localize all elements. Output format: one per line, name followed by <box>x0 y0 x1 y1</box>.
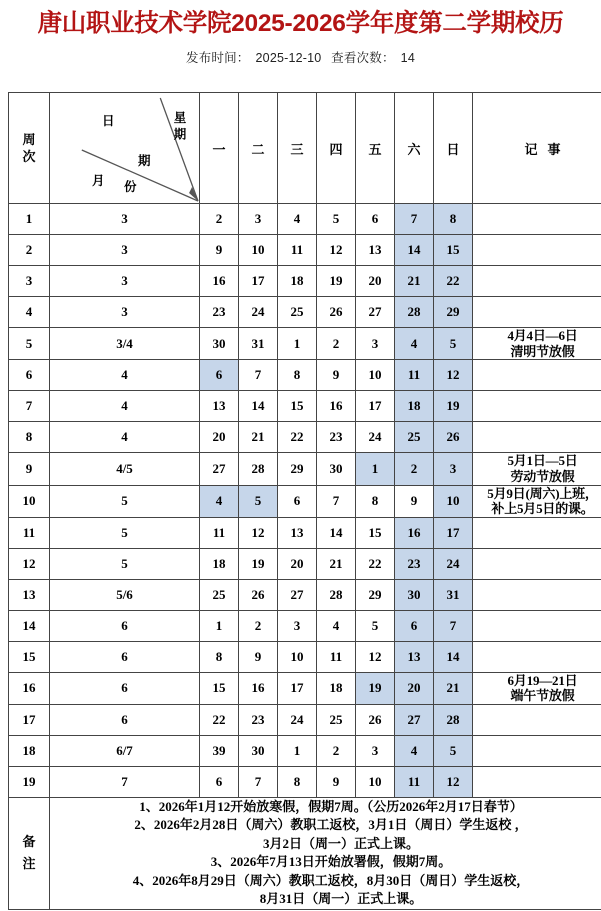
month-cell: 5 <box>50 485 200 517</box>
date-cell-thu: 9 <box>317 766 356 797</box>
table-row <box>9 453 601 485</box>
table-row <box>9 610 601 641</box>
date-cell-sat: 28 <box>395 297 434 328</box>
note-cell <box>473 485 601 517</box>
publish-time-label: 发布时间： <box>186 51 250 66</box>
document-meta <box>0 40 601 66</box>
date-cell-mon: 6 <box>200 766 239 797</box>
date-cell-sat: 11 <box>395 766 434 797</box>
date-cell-mon: 13 <box>200 391 239 422</box>
week-number-header <box>9 93 50 204</box>
date-cell-sat: 21 <box>395 266 434 297</box>
week-number-cell: 5 <box>9 328 50 360</box>
date-cell-sat: 4 <box>395 735 434 766</box>
date-cell-thu: 2 <box>317 735 356 766</box>
note-cell <box>473 328 601 360</box>
date-cell-tue: 24 <box>239 297 278 328</box>
date-cell-sat: 25 <box>395 422 434 453</box>
date-cell-sun: 17 <box>434 517 473 548</box>
table-row <box>9 328 601 360</box>
date-cell-wed: 27 <box>278 579 317 610</box>
table-row <box>9 704 601 735</box>
month-cell: 4 <box>50 422 200 453</box>
document-header <box>0 0 601 66</box>
note-cell <box>473 266 601 297</box>
date-cell-sat: 11 <box>395 360 434 391</box>
week-number-cell: 13 <box>9 579 50 610</box>
week-number-cell: 18 <box>9 735 50 766</box>
week-number-cell: 1 <box>9 204 50 235</box>
date-cell-tue: 30 <box>239 735 278 766</box>
date-cell-wed: 4 <box>278 204 317 235</box>
note-line: 5月1日—5日 <box>507 453 578 469</box>
table-row <box>9 766 601 797</box>
note-cell <box>473 360 601 391</box>
date-cell-sun: 3 <box>434 453 473 485</box>
note-cell <box>473 297 601 328</box>
note-cell <box>473 235 601 266</box>
remarks-label-char: 注 <box>22 856 36 872</box>
date-cell-sat: 6 <box>395 610 434 641</box>
month-cell: 3 <box>50 266 200 297</box>
split-label-month-1: 月 <box>92 174 105 189</box>
date-cell-sat: 2 <box>395 453 434 485</box>
date-cell-sun: 15 <box>434 235 473 266</box>
remarks-body <box>50 797 601 909</box>
date-cell-sat: 4 <box>395 328 434 360</box>
academic-calendar-table <box>8 92 601 909</box>
date-cell-tue: 31 <box>239 328 278 360</box>
date-cell-thu: 5 <box>317 204 356 235</box>
weekday-header-tue: 二 <box>239 93 278 204</box>
month-cell: 6 <box>50 704 200 735</box>
date-cell-thu: 18 <box>317 672 356 704</box>
week-number-cell: 11 <box>9 517 50 548</box>
date-cell-fri: 10 <box>356 766 395 797</box>
note-cell <box>473 204 601 235</box>
date-cell-mon: 39 <box>200 735 239 766</box>
date-cell-mon: 6 <box>200 360 239 391</box>
date-cell-fri: 29 <box>356 579 395 610</box>
note-cell <box>473 517 601 548</box>
remark-item-continuation: 3月2日（周一）正式上课。 <box>262 835 419 851</box>
table-row <box>9 579 601 610</box>
month-cell: 5 <box>50 548 200 579</box>
date-cell-wed: 10 <box>278 641 317 672</box>
date-cell-wed: 17 <box>278 672 317 704</box>
remark-item-continuation: 8月31日（周一）正式上课。 <box>259 891 423 907</box>
date-cell-fri: 24 <box>356 422 395 453</box>
note-cell <box>473 453 601 485</box>
week-number-cell: 9 <box>9 453 50 485</box>
date-cell-tue: 5 <box>239 485 278 517</box>
table-row <box>9 391 601 422</box>
date-cell-fri: 26 <box>356 704 395 735</box>
date-cell-tue: 3 <box>239 204 278 235</box>
date-cell-mon: 11 <box>200 517 239 548</box>
split-label-weekday: 星期 <box>172 111 186 145</box>
table-row <box>9 735 601 766</box>
date-cell-sun: 10 <box>434 485 473 517</box>
month-cell: 6 <box>50 672 200 704</box>
weekday-header-mon: 一 <box>200 93 239 204</box>
remark-item: 2、2026年2月28日（周六）教职工返校，3月1日（周日）学生返校 ， <box>134 817 528 833</box>
date-cell-sat: 13 <box>395 641 434 672</box>
date-cell-fri: 17 <box>356 391 395 422</box>
weekday-header-thu: 四 <box>317 93 356 204</box>
table-row <box>9 422 601 453</box>
date-cell-sun: 12 <box>434 360 473 391</box>
note-line: 4月4日—6日 <box>507 328 578 344</box>
publish-time-value: 2025-12-10 <box>255 51 322 66</box>
week-number-cell: 10 <box>9 485 50 517</box>
note-line: 6月19—21日 <box>507 672 578 688</box>
date-cell-mon: 30 <box>200 328 239 360</box>
date-cell-tue: 19 <box>239 548 278 579</box>
date-cell-wed: 13 <box>278 517 317 548</box>
note-cell <box>473 579 601 610</box>
date-cell-sat: 27 <box>395 704 434 735</box>
date-cell-sat: 7 <box>395 204 434 235</box>
date-cell-fri: 22 <box>356 548 395 579</box>
date-cell-sun: 21 <box>434 672 473 704</box>
date-cell-mon: 23 <box>200 297 239 328</box>
week-number-cell: 17 <box>9 704 50 735</box>
date-cell-sun: 26 <box>434 422 473 453</box>
date-cell-fri: 1 <box>356 453 395 485</box>
month-cell: 4 <box>50 391 200 422</box>
date-cell-fri: 13 <box>356 235 395 266</box>
diagonal-split-header <box>50 93 200 204</box>
date-cell-tue: 26 <box>239 579 278 610</box>
table-row <box>9 235 601 266</box>
date-cell-tue: 28 <box>239 453 278 485</box>
note-line: 5月9日(周六)上班， <box>487 485 598 501</box>
date-cell-thu: 23 <box>317 422 356 453</box>
date-cell-wed: 15 <box>278 391 317 422</box>
date-cell-sat: 16 <box>395 517 434 548</box>
date-cell-sat: 30 <box>395 579 434 610</box>
week-number-cell: 4 <box>9 297 50 328</box>
note-cell <box>473 704 601 735</box>
date-cell-thu: 28 <box>317 579 356 610</box>
date-cell-mon: 9 <box>200 235 239 266</box>
week-number-cell: 12 <box>9 548 50 579</box>
date-cell-wed: 1 <box>278 735 317 766</box>
date-cell-tue: 17 <box>239 266 278 297</box>
date-cell-wed: 8 <box>278 360 317 391</box>
date-cell-fri: 5 <box>356 610 395 641</box>
date-cell-thu: 19 <box>317 266 356 297</box>
split-label-date-1: 日 <box>102 114 115 129</box>
table-row <box>9 297 601 328</box>
date-cell-wed: 18 <box>278 266 317 297</box>
week-number-cell: 14 <box>9 610 50 641</box>
date-cell-thu: 4 <box>317 610 356 641</box>
month-cell: 5 <box>50 517 200 548</box>
date-cell-sun: 22 <box>434 266 473 297</box>
date-cell-fri: 3 <box>356 328 395 360</box>
month-cell: 3 <box>50 204 200 235</box>
date-cell-sun: 28 <box>434 704 473 735</box>
month-cell: 3 <box>50 297 200 328</box>
date-cell-fri: 8 <box>356 485 395 517</box>
remark-item: 4、2026年8月29日（周六）教职工返校，8月30日（周日）学生返校， <box>132 872 530 888</box>
view-count-value: 14 <box>400 51 415 66</box>
month-cell: 5/6 <box>50 579 200 610</box>
date-cell-sun: 12 <box>434 766 473 797</box>
date-cell-sun: 29 <box>434 297 473 328</box>
week-number-cell: 2 <box>9 235 50 266</box>
date-cell-fri: 6 <box>356 204 395 235</box>
date-cell-mon: 1 <box>200 610 239 641</box>
weekday-header-sun: 日 <box>434 93 473 204</box>
note-cell <box>473 548 601 579</box>
remark-item: 3、2026年7月13日开始放署假，假期7周。 <box>210 854 452 870</box>
date-cell-sun: 5 <box>434 735 473 766</box>
week-number-cell: 8 <box>9 422 50 453</box>
weekday-header-sat: 六 <box>395 93 434 204</box>
date-cell-sat: 18 <box>395 391 434 422</box>
date-cell-fri: 27 <box>356 297 395 328</box>
weekday-header-wed: 三 <box>278 93 317 204</box>
date-cell-thu: 2 <box>317 328 356 360</box>
table-row <box>9 266 601 297</box>
date-cell-wed: 29 <box>278 453 317 485</box>
date-cell-mon: 15 <box>200 672 239 704</box>
month-cell: 6 <box>50 641 200 672</box>
week-number-cell: 15 <box>9 641 50 672</box>
month-cell: 3/4 <box>50 328 200 360</box>
date-cell-mon: 8 <box>200 641 239 672</box>
table-row <box>9 485 601 517</box>
month-cell: 3 <box>50 235 200 266</box>
date-cell-sun: 7 <box>434 610 473 641</box>
month-cell: 6/7 <box>50 735 200 766</box>
table-row <box>9 672 601 704</box>
remarks-row <box>9 797 601 909</box>
page-title: 唐山职业技术学院2025-2026学年度第二学期校历 <box>37 10 564 37</box>
date-cell-fri: 3 <box>356 735 395 766</box>
table-row <box>9 641 601 672</box>
date-cell-sun: 19 <box>434 391 473 422</box>
week-number-cell: 7 <box>9 391 50 422</box>
date-cell-wed: 8 <box>278 766 317 797</box>
date-cell-fri: 12 <box>356 641 395 672</box>
remarks-label <box>9 797 50 909</box>
date-cell-wed: 22 <box>278 422 317 453</box>
date-cell-thu: 9 <box>317 360 356 391</box>
date-cell-thu: 25 <box>317 704 356 735</box>
date-cell-sat: 14 <box>395 235 434 266</box>
date-cell-thu: 7 <box>317 485 356 517</box>
table-row <box>9 548 601 579</box>
date-cell-thu: 12 <box>317 235 356 266</box>
note-line: 劳动节放假 <box>510 468 575 484</box>
date-cell-wed: 1 <box>278 328 317 360</box>
date-cell-thu: 21 <box>317 548 356 579</box>
month-cell: 4 <box>50 360 200 391</box>
note-cell <box>473 422 601 453</box>
date-cell-thu: 26 <box>317 297 356 328</box>
date-cell-sun: 14 <box>434 641 473 672</box>
date-cell-wed: 24 <box>278 704 317 735</box>
remarks-label-char: 备 <box>22 834 36 850</box>
week-number-cell: 3 <box>9 266 50 297</box>
note-line: 清明节放假 <box>510 343 575 359</box>
date-cell-wed: 11 <box>278 235 317 266</box>
table-row <box>9 360 601 391</box>
date-cell-sun: 8 <box>434 204 473 235</box>
date-cell-sun: 24 <box>434 548 473 579</box>
date-cell-sat: 9 <box>395 485 434 517</box>
date-cell-sat: 20 <box>395 672 434 704</box>
date-cell-mon: 27 <box>200 453 239 485</box>
note-cell <box>473 610 601 641</box>
date-cell-tue: 10 <box>239 235 278 266</box>
month-cell: 6 <box>50 610 200 641</box>
week-number-cell: 16 <box>9 672 50 704</box>
date-cell-sun: 31 <box>434 579 473 610</box>
date-cell-tue: 2 <box>239 610 278 641</box>
date-cell-thu: 14 <box>317 517 356 548</box>
week-number-header-line1: 周 <box>22 131 36 147</box>
date-cell-tue: 21 <box>239 422 278 453</box>
date-cell-thu: 30 <box>317 453 356 485</box>
date-cell-sun: 5 <box>434 328 473 360</box>
weekday-header-fri: 五 <box>356 93 395 204</box>
date-cell-tue: 23 <box>239 704 278 735</box>
date-cell-tue: 7 <box>239 766 278 797</box>
date-cell-mon: 4 <box>200 485 239 517</box>
date-cell-tue: 12 <box>239 517 278 548</box>
week-number-cell: 6 <box>9 360 50 391</box>
table-header-row <box>9 93 601 204</box>
date-cell-wed: 25 <box>278 297 317 328</box>
note-cell <box>473 641 601 672</box>
date-cell-wed: 20 <box>278 548 317 579</box>
date-cell-mon: 2 <box>200 204 239 235</box>
note-cell <box>473 391 601 422</box>
month-cell: 4/5 <box>50 453 200 485</box>
month-cell: 7 <box>50 766 200 797</box>
week-number-cell: 19 <box>9 766 50 797</box>
date-cell-tue: 14 <box>239 391 278 422</box>
notes-column-header: 记事 <box>473 93 601 204</box>
date-cell-tue: 16 <box>239 672 278 704</box>
date-cell-thu: 11 <box>317 641 356 672</box>
note-cell <box>473 735 601 766</box>
date-cell-fri: 20 <box>356 266 395 297</box>
date-cell-mon: 18 <box>200 548 239 579</box>
date-cell-thu: 16 <box>317 391 356 422</box>
date-cell-mon: 22 <box>200 704 239 735</box>
table-row <box>9 517 601 548</box>
note-line: 补上5月5日的课。 <box>491 501 594 517</box>
date-cell-fri: 10 <box>356 360 395 391</box>
date-cell-wed: 3 <box>278 610 317 641</box>
week-number-header-line2: 次 <box>22 149 36 165</box>
date-cell-wed: 6 <box>278 485 317 517</box>
date-cell-mon: 16 <box>200 266 239 297</box>
date-cell-mon: 20 <box>200 422 239 453</box>
note-cell <box>473 672 601 704</box>
date-cell-sat: 23 <box>395 548 434 579</box>
view-count-label: 查看次数： <box>331 51 395 66</box>
remark-item: 1、2026年1月12开始放寒假，假期7周。（公历2026年2月17日春节） <box>139 798 523 814</box>
date-cell-tue: 7 <box>239 360 278 391</box>
note-line: 端午节放假 <box>510 688 575 704</box>
calendar-container <box>0 66 601 909</box>
note-cell <box>473 766 601 797</box>
date-cell-tue: 9 <box>239 641 278 672</box>
date-cell-mon: 25 <box>200 579 239 610</box>
table-row <box>9 204 601 235</box>
split-label-month-2: 份 <box>124 180 137 195</box>
date-cell-fri: 19 <box>356 672 395 704</box>
date-cell-fri: 15 <box>356 517 395 548</box>
split-label-date-2: 期 <box>138 154 151 169</box>
